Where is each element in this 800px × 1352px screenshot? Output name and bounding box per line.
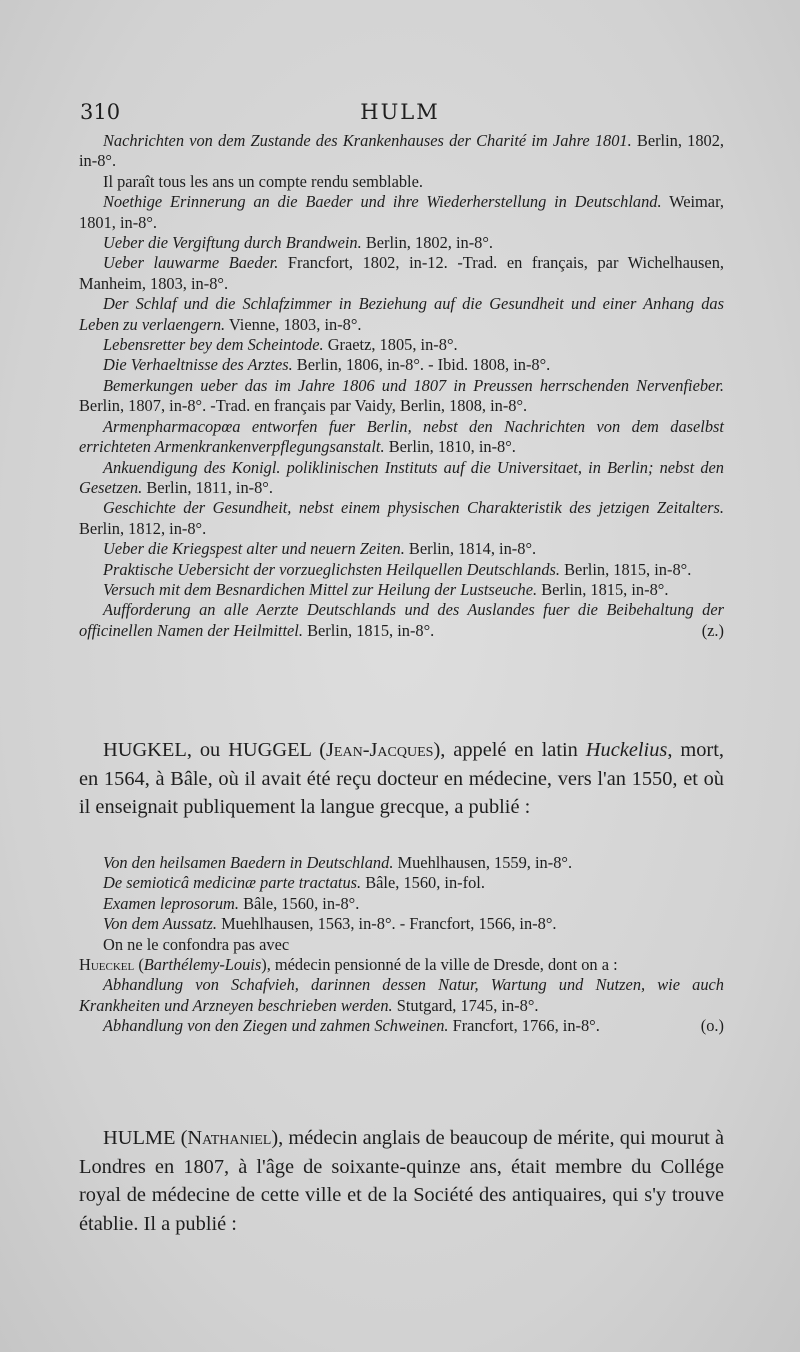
article-heading: HULME xyxy=(103,1127,176,1149)
article-alt-heading: HUGGEL xyxy=(228,739,312,761)
article-hulme: HULME (Nathaniel), médecin anglais de beaucoup de mérite, qui mourut à Londres en 1807, à l'âge de soixante-quinze ans, était membre du Collége royal de médecine de cette ville et de la Société des antiquaires, qui s'y trouve établie. Il a publié : xyxy=(79,1127,724,1235)
bib-entry: Abhandlung von Schafvieh, darinnen dessen Natur, Wartung und Nutzen, wie auch Krankheiten und Arzneyen beschrieben werden. Stutgard, 1745, in-8°. xyxy=(79,975,724,1015)
bib-entry: Ankuendigung des Konigl. poliklinischen Instituts auf die Universitaet, in Berlin; nebst den Gesetzen. Berlin, 1811, in-8°. xyxy=(79,457,724,497)
article-heading: HUGKEL xyxy=(103,739,187,761)
latin-name: Huckelius xyxy=(585,739,668,761)
bibliography-section-b xyxy=(79,853,724,1037)
bib-entry: Aufforderung an alle Aerzte Deutschlands und des Auslandes fuer die Beibehaltung der officinellen Namen der Heilmittel. Berlin, 1815, in-8°. (z.) xyxy=(79,600,724,640)
bib-entry: Ueber lauwarme Baeder. Francfort, 1802, in-12. -Trad. en français, par Wichelhausen, Manheim, 1803, in-8°. xyxy=(79,253,724,293)
bib-entry: Noethige Erinnerung an die Baeder und ihre Wiederherstellung in Deutschland. Weimar, 1801, in-8°. xyxy=(79,192,724,232)
bib-entry: De semioticâ medicinæ parte tractatus. Bâle, 1560, in-fol. xyxy=(103,873,485,893)
bib-entry: Ueber die Vergiftung durch Brandwein. Berlin, 1802, in-8°. xyxy=(103,233,494,253)
bib-entry: Bemerkungen ueber das im Jahre 1806 und 1807 in Preussen herrschenden Nervenfieber. Berlin, 1807, in-8°. -Trad. en français par Vaidy, Berlin, 1808, in-8°. xyxy=(79,375,724,416)
bib-note: On ne le confondra pas avec xyxy=(103,934,290,954)
bib-entry: Armenpharmacopœa entworfen fuer Berlin, nebst den Nachrichten von dem daselbst errichteten Armenkrankenverpflegungsanstalt. Berlin, 1810, in-8°. xyxy=(79,416,724,457)
page-number: 310 xyxy=(80,100,121,124)
running-title: HULM xyxy=(360,100,440,124)
article-forename: Jean-Jacques xyxy=(326,739,434,761)
bib-entry: Geschichte der Gesundheit, nebst einem physischen Charakteristik des jetzigen Zeitalters. Berlin, 1812, in-8°. xyxy=(79,498,724,538)
article-hugkel: HUGKEL, ou HUGGEL (Jean-Jacques), appelé en latin Huckelius, mort, en 1564, à Bâle, où il avait été reçu docteur en médecine, vers l'an 1550, et où il enseignait publiquement la langue grecque, a publié : xyxy=(79,739,724,818)
bib-entry: Nachrichten von dem Zustande des Krankenhauses der Charité im Jahre 1801. Berlin, 1802, in-8°. xyxy=(79,131,725,171)
bib-entry: Versuch mit dem Besnardichen Mittel zur Heilung der Lustseuche. Berlin, 1815, in-8°. xyxy=(103,579,669,599)
article-forename: Nathaniel xyxy=(187,1127,272,1149)
bib-entry: Abhandlung von den Ziegen und zahmen Schweinen. Francfort, 1766, in-8°. (o.) xyxy=(103,1016,724,1036)
bib-entry: Von dem Aussatz. Muehlhausen, 1563, in-8°. - Francfort, 1566, in-8°. xyxy=(103,914,557,934)
bib-entry: Lebensretter bey dem Scheintode. Graetz, 1805, in-8°. xyxy=(103,335,458,355)
bib-note: Il paraît tous les ans un compte rendu semblable. xyxy=(103,171,423,191)
bib-entry: Praktische Uebersicht der vorzueglichsten Heilquellen Deutschlands. Berlin, 1815, in-8°. xyxy=(103,559,692,579)
bibliography-section-a xyxy=(79,131,724,641)
author-signature: (o.) xyxy=(700,1016,724,1036)
bib-entry: Examen leprosorum. Bâle, 1560, in-8°. xyxy=(103,893,360,913)
bib-entry: Von den heilsamen Baedern in Deutschland. Muehlhausen, 1559, in-8°. xyxy=(103,853,573,872)
bib-entry: Die Verhaeltnisse des Arztes. Berlin, 1806, in-8°. - Ibid. 1808, in-8°. xyxy=(103,355,551,375)
hueckel-intro: Hueckel (Barthélemy-Louis), médecin pensionné de la ville de Dresde, dont on a : xyxy=(79,955,618,975)
bib-entry: Der Schlaf und die Schlafzimmer in Beziehung auf die Gesundheit und einer Anhang das Leben zu verlaengern. Vienne, 1803, in-8°. xyxy=(79,294,724,334)
author-signature: (z.) xyxy=(701,620,724,640)
bib-entry: Ueber die Kriegspest alter und neuern Zeiten. Berlin, 1814, in-8°. xyxy=(103,539,537,559)
page-header xyxy=(80,100,720,130)
